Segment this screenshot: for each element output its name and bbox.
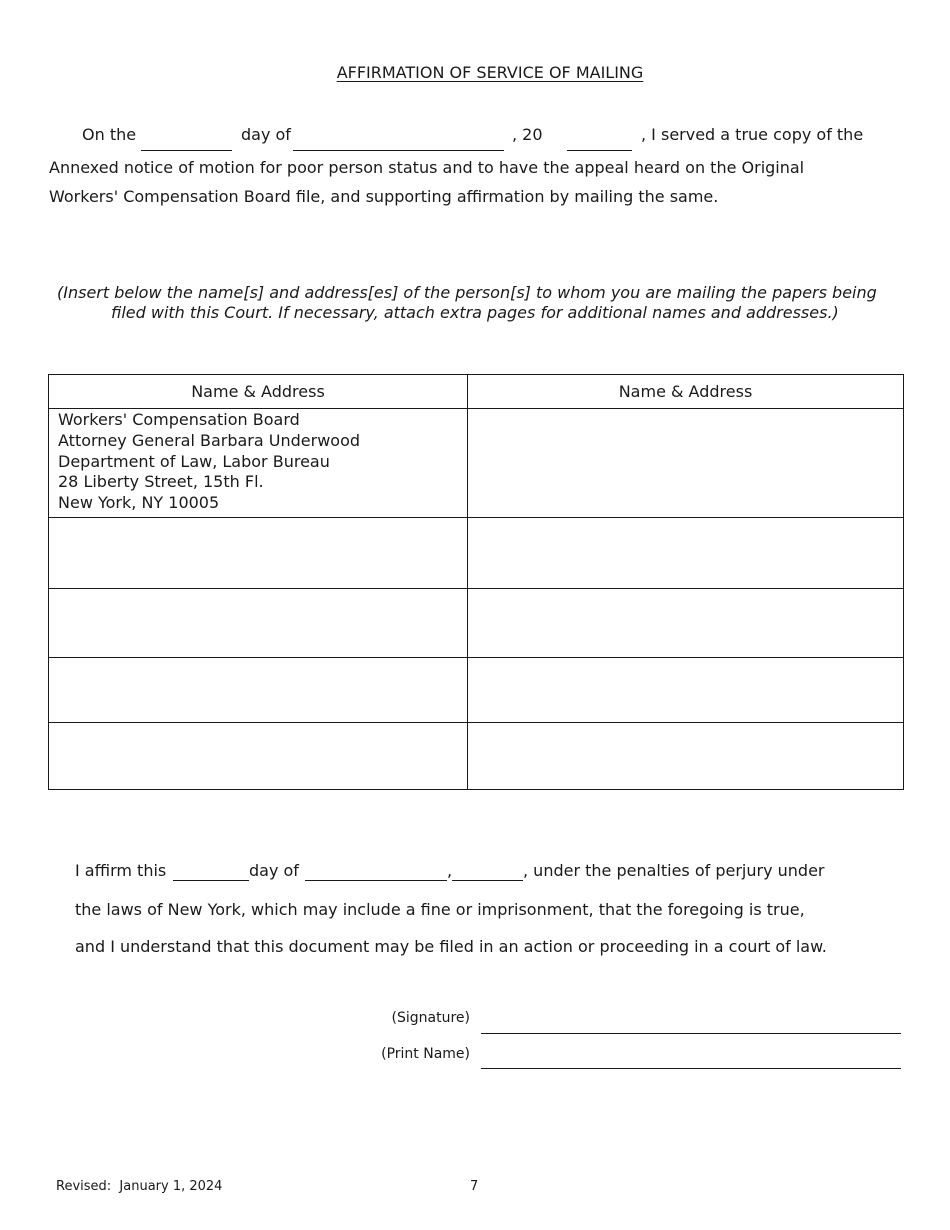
- affirm-comma: ,: [447, 861, 453, 880]
- address-line: Workers' Compensation Board: [58, 410, 300, 429]
- column-header-right: Name & Address: [468, 375, 904, 409]
- address-cell-empty[interactable]: [49, 658, 468, 723]
- affirm-i-affirm-this: I affirm this: [75, 861, 167, 880]
- address-cell-empty[interactable]: [468, 409, 904, 518]
- address-cell-empty[interactable]: [468, 518, 904, 589]
- affirm-day-blank[interactable]: [173, 880, 249, 881]
- revised-date: Revised: January 1, 2024: [56, 1179, 223, 1194]
- affirm-month-blank[interactable]: [305, 880, 447, 881]
- table-header-row: [49, 375, 904, 409]
- instructions-line-1: (Insert below the name[s] and address[es] of the person[s] to whom you are mailing the papers being: [57, 283, 877, 302]
- service-i-served: , I served a true copy of the: [641, 125, 864, 144]
- table-row: [49, 723, 904, 790]
- title-text: AFFIRMATION OF SERVICE OF MAILING: [336, 63, 644, 82]
- service-day-blank[interactable]: [141, 150, 232, 151]
- column-header-left: Name & Address: [49, 375, 468, 409]
- service-line-2: Annexed notice of motion for poor person status and to have the appeal heard on the Original: [49, 158, 805, 177]
- table-row: [49, 518, 904, 589]
- service-comma-20: , 20: [512, 125, 543, 144]
- service-day-of: day of: [241, 125, 291, 144]
- address-cell-filled: [49, 409, 468, 518]
- service-line-3: Workers' Compensation Board file, and supporting affirmation by mailing the same.: [49, 187, 719, 206]
- address-cell-empty[interactable]: [468, 723, 904, 790]
- instructions-line-2: filed with this Court. If necessary, attach extra pages for additional names and addresses.): [111, 303, 839, 322]
- address-cell-empty[interactable]: [49, 518, 468, 589]
- service-on-the: On the: [82, 125, 137, 144]
- page-title: [0, 63, 950, 82]
- table-row: [49, 658, 904, 723]
- address-cell-empty[interactable]: [49, 589, 468, 658]
- address-cell-empty[interactable]: [49, 723, 468, 790]
- table-row: [49, 589, 904, 658]
- affirm-line-3: and I understand that this document may be filed in an action or proceeding in a court of law.: [75, 937, 827, 956]
- address-table: [48, 374, 904, 790]
- signature-label: (Signature): [391, 1010, 470, 1026]
- affirm-year-blank[interactable]: [452, 880, 523, 881]
- page-number: 7: [470, 1179, 479, 1194]
- address-line: New York, NY 10005: [58, 493, 220, 513]
- service-month-blank[interactable]: [293, 150, 504, 151]
- signature-line[interactable]: [481, 1033, 901, 1034]
- address-line: 28 Liberty Street, 15th Fl.: [58, 472, 264, 492]
- print-name-label: (Print Name): [381, 1046, 470, 1062]
- address-line: Attorney General Barbara Underwood: [58, 430, 361, 450]
- service-year-blank[interactable]: [567, 150, 632, 151]
- address-cell-empty[interactable]: [468, 589, 904, 658]
- table-row: [49, 409, 904, 518]
- print-name-line[interactable]: [481, 1068, 901, 1069]
- address-line: Department of Law, Labor Bureau: [58, 451, 330, 471]
- affirm-line-2: the laws of New York, which may include a fine or imprisonment, that the foregoing is true,: [75, 900, 805, 919]
- address-cell-empty[interactable]: [468, 658, 904, 723]
- affirm-day-of: day of: [249, 861, 299, 880]
- affirm-penalties: , under the penalties of perjury under: [523, 861, 825, 880]
